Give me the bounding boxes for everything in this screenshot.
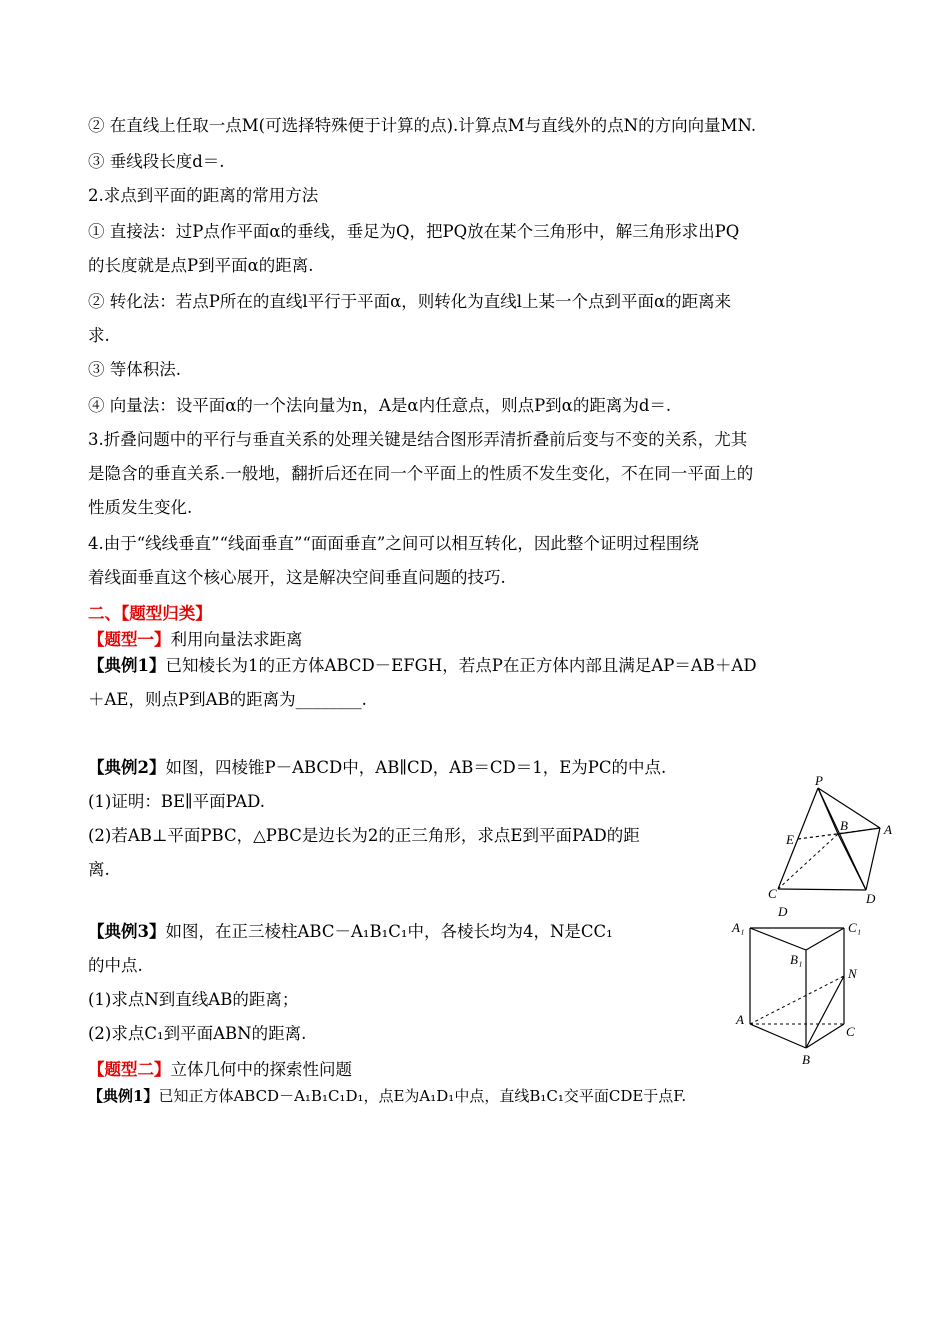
label-a1: A₁	[732, 920, 745, 935]
label-d: D	[866, 891, 876, 906]
text-line-3: 2.求点到平面的距离的常用方法	[88, 186, 319, 205]
ex3-line-3: (1)求点N到直线AB的距离；	[88, 990, 299, 1009]
label-b: B	[802, 1052, 810, 1067]
section-heading: 二、【题型归类】	[88, 604, 212, 623]
ex1-tag: 【典例1】	[88, 656, 166, 675]
ex2-line-1	[88, 756, 666, 780]
edge-bd	[838, 834, 866, 890]
ex1-line-1	[88, 654, 757, 678]
type1-tag: 【题型一】	[88, 630, 171, 649]
ex3-line-2: 的中点.	[88, 956, 143, 975]
label-p: P	[815, 773, 823, 788]
ex3-line-4: (2)求点C₁到平面ABN的距离.	[88, 1024, 307, 1043]
label-a: A	[884, 822, 892, 837]
label-c: C	[768, 886, 777, 901]
text-line-5: 的长度就是点P到平面α的距离.	[88, 256, 314, 275]
ex3-text-1: 如图，在正三棱柱ABC－A₁B₁C₁中，各棱长均为4，N是CC₁	[165, 922, 613, 941]
prism-figure	[728, 906, 878, 1072]
type2-heading	[88, 1058, 352, 1082]
ex4-tag: 【典例1】	[88, 1087, 159, 1105]
text-line-6: ② 转化法：若点P所在的直线l平行于平面α，则转化为直线l上某一个点到平面α的距离来	[88, 292, 732, 311]
ex2-tag: 【典例2】	[88, 758, 166, 777]
text-line-12: 性质发生变化.	[88, 498, 193, 517]
text-line-9: ④ 向量法：设平面α的一个法向量为n，A是α内任意点，则点P到α的距离为d＝.	[88, 396, 672, 415]
text-line-14: 着线面垂直这个核心展开，这是解决空间垂直问题的技巧.	[88, 568, 506, 587]
edge-ab	[750, 1024, 806, 1048]
text-line-2: ③ 垂线段长度d＝.	[88, 152, 225, 171]
ex1-text-1: 已知棱长为1的正方体ABCD－EFGH，若点P在正方体内部且满足AP＝AB＋AD	[165, 656, 757, 675]
ex4-line-1	[88, 1084, 686, 1108]
pyramid-figure	[762, 772, 912, 922]
label-c: C	[846, 1024, 855, 1039]
ex2-line-2: (1)证明：BE∥平面PAD.	[88, 792, 266, 811]
label-a: A	[736, 1012, 744, 1027]
label-b: B	[840, 818, 848, 833]
edge-bn	[806, 976, 844, 1048]
type2-tag: 【题型二】	[88, 1060, 171, 1079]
label-b1: B₁	[790, 952, 803, 967]
text-line-13: 4.由于“线线垂直”“线面垂直”“面面垂直”之间可以相互转化，因此整个证明过程围绕	[88, 534, 699, 553]
ex2-line-4: 离.	[88, 860, 110, 879]
label-d-partial: D	[778, 906, 788, 919]
type2-title: 立体几何中的探索性问题	[170, 1060, 352, 1079]
type1-heading	[88, 628, 303, 652]
edge-cd	[778, 889, 866, 890]
label-c1: C₁	[848, 920, 862, 935]
label-n: N	[848, 966, 857, 981]
text-line-11: 是隐含的垂直关系.一般地，翻折后还在同一个平面上的性质不发生变化，不在同一平面上的	[88, 464, 754, 483]
ex3-tag: 【典例3】	[88, 922, 166, 941]
edge-b1c1	[806, 928, 844, 950]
ex2-line-3: (2)若AB⊥平面PBC，△PBC是边长为2的正三角形，求点E到平面PAD的距	[88, 826, 640, 845]
label-e: E	[786, 832, 794, 847]
text-line-4: ① 直接法：过P点作平面α的垂线，垂足为Q，把PQ放在某个三角形中，解三角形求出PQ	[88, 222, 740, 241]
text-line-8: ③ 等体积法.	[88, 360, 181, 379]
ex4-text-1: 已知正方体ABCD－A₁B₁C₁D₁，点E为A₁D₁中点，直线B₁C₁交平面CDE于点F.	[158, 1087, 687, 1105]
ex3-line-1	[88, 920, 613, 944]
edge-an-hidden	[750, 976, 844, 1024]
ex2-text-1: 如图，四棱锥P－ABCD中，AB∥CD，AB＝CD＝1，E为PC的中点.	[165, 758, 667, 777]
text-line-1: ② 在直线上任取一点M(可选择特殊便于计算的点).计算点M与直线外的点N的方向向量MN.	[88, 116, 757, 135]
edge-a1b1	[750, 928, 806, 950]
text-line-10: 3.折叠问题中的平行与垂直关系的处理关键是结合图形弄清折叠前后变与不变的关系，尤其	[88, 430, 748, 449]
ex1-line-2: ＋AE，则点P到AB的距离为________.	[88, 690, 367, 709]
edge-da	[866, 828, 880, 890]
type1-title: 利用向量法求距离	[170, 630, 303, 649]
text-line-7: 求.	[88, 326, 110, 345]
